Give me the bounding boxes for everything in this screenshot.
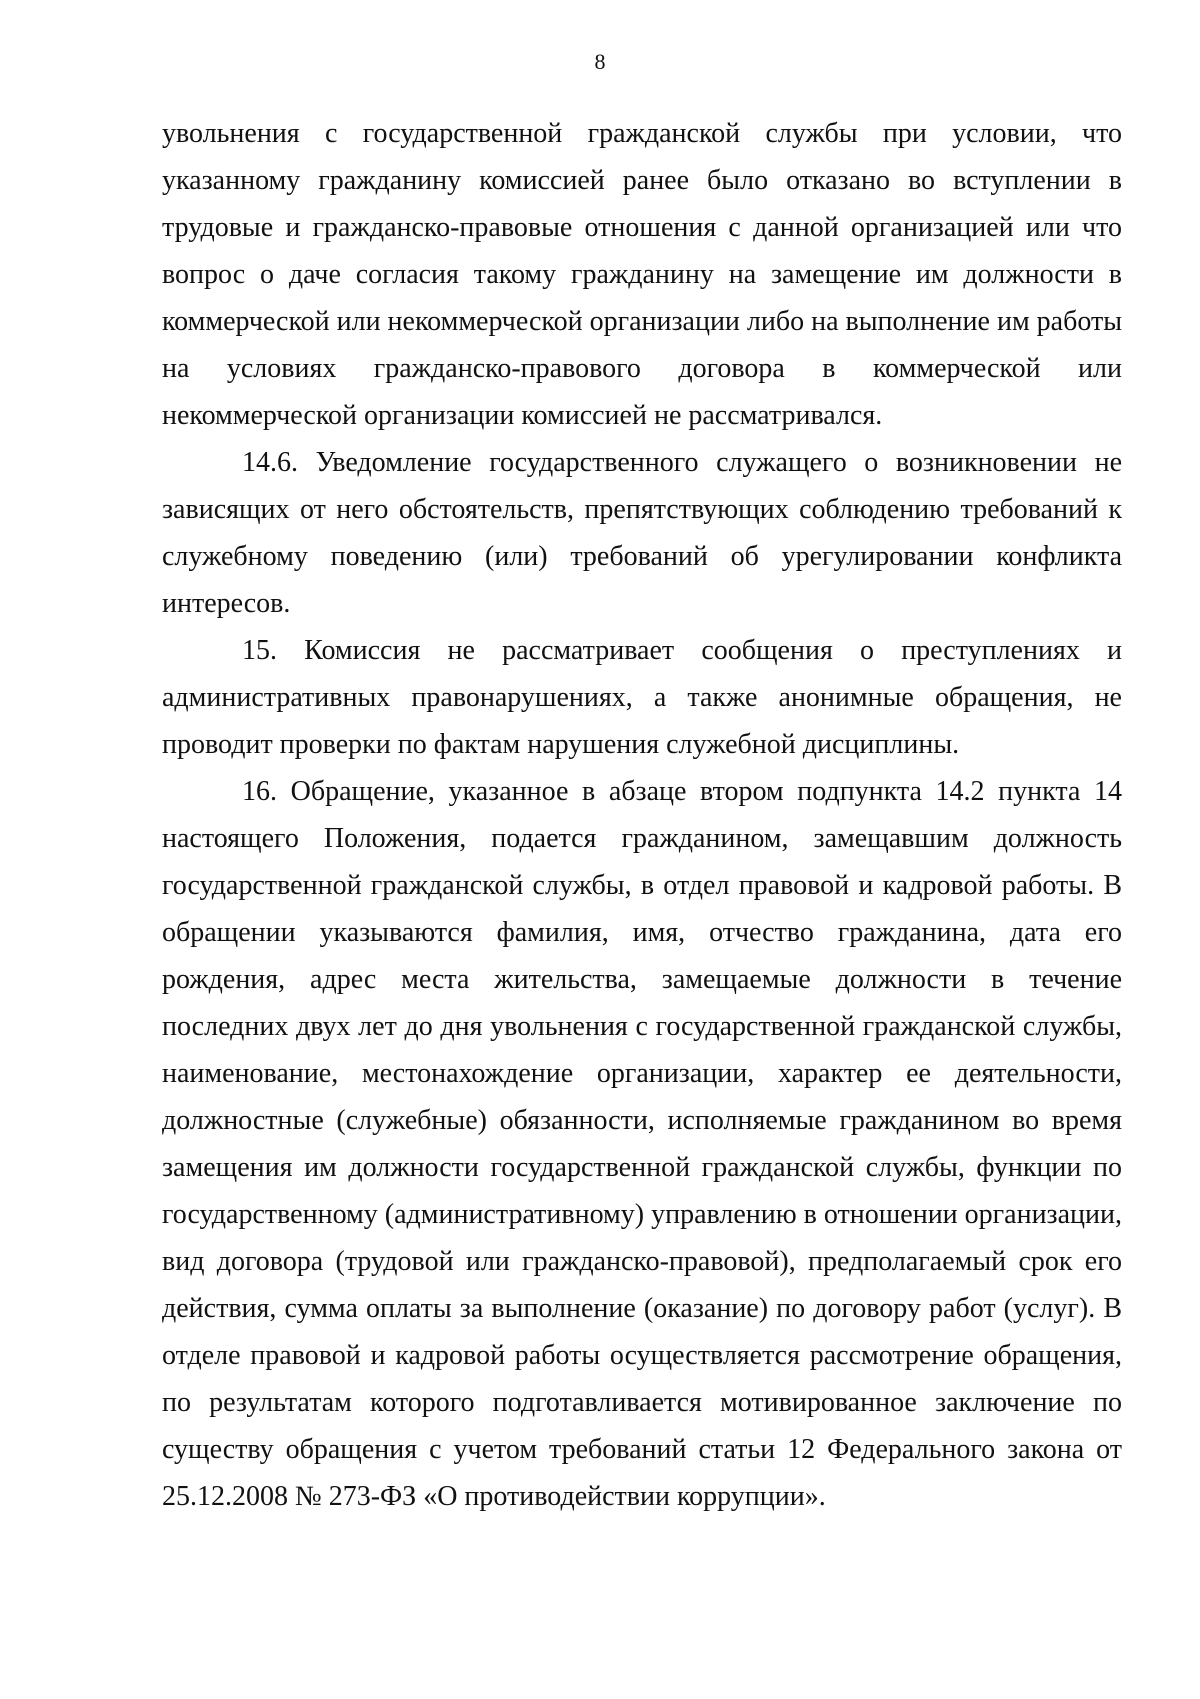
- paragraph-15: 15. Комиссия не рассматривает сообщения о преступлениях и административных правонарушениях, а также анонимные обращения, не проводит проверки по фактам нарушения служебной дисциплины.: [162, 635, 1122, 760]
- paragraph-14-6: 14.6. Уведомление государственного служащего о возникновении не зависящих от него обстоятельств, препятствующих соблюдению требований к служебному поведению (или) требований об урегулировании конфликта интересов.: [162, 447, 1122, 619]
- paragraph-continuation: увольнения с государственной гражданской службы при условии, что указанному гражданину комиссией ранее было отказано во вступлении в трудовые и гражданско-правовые отношения с данной организацией или что вопрос о даче согласия такому гражданину на замещение им должности в коммерческой или некоммерческой организации либо на выполнение им работы на условиях гражданско-правового договора в коммерческой или некоммерческой организации комиссией не рассматривался.: [162, 118, 1123, 431]
- paragraph-16: 16. Обращение, указанное в абзаце втором подпункта 14.2 пункта 14 настоящего Положения, подается гражданином, замещавшим должность государственной гражданской службы, в отдел правовой и кадровой работы. В обращении указываются фамилия, имя, отчество гражданина, дата его рождения, адрес места жительства, замещаемые должности в течение последних двух лет до дня увольнения с государственной гражданской службы, наименование, местонахождение организации, характер ее деятельности, должностные (служебные) обязанности, исполняемые гражданином во время замещения им должности государственной гражданской службы, функции по государственному (административному) управлению в отношении организации, вид договора (трудовой или гражданско-правовой), предполагаемый срок его действия, сумма оплаты за выполнение (оказание) по договору работ (услуг). В отделе правовой и кадровой работы осуществляется рассмотрение обращения, по результатам которого подготавливается мотивированное заключение по существу обращения с учетом требований статьи 12 Федерального закона от 25.12.2008 № 273-ФЗ «О противодействии коррупции».: [162, 776, 1122, 1512]
- document-body: [162, 110, 1122, 1520]
- page-number: 8: [594, 49, 606, 74]
